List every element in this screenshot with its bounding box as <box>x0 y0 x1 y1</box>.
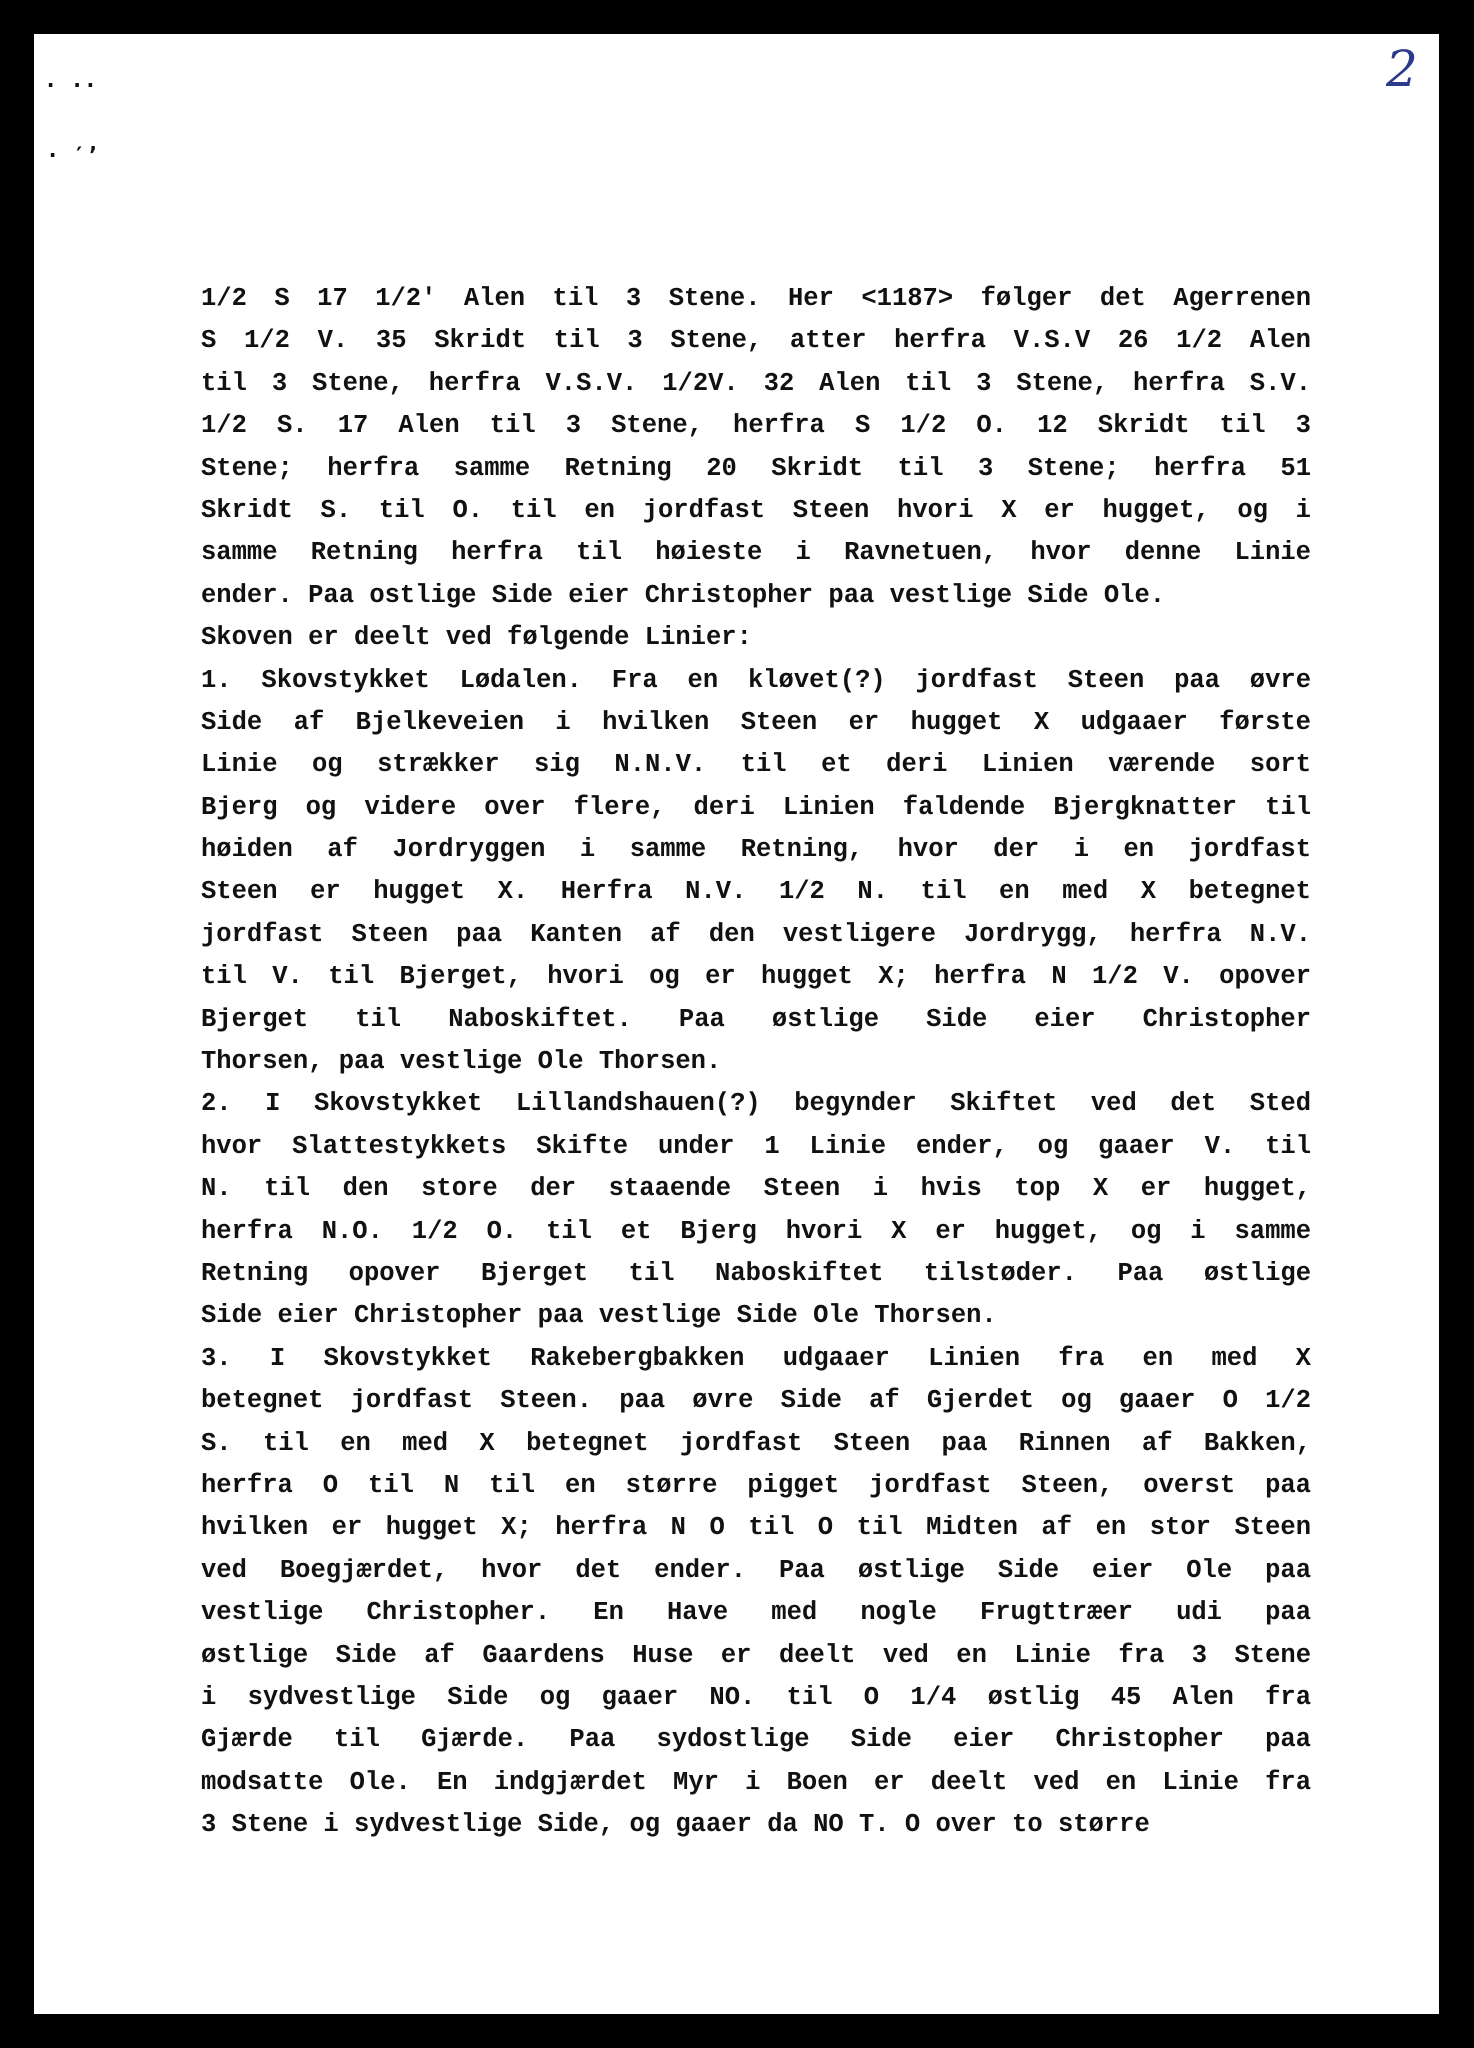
text-line: ved Boegjærdet, hvor det ender. Paa østlige Side eier Ole paa <box>201 1555 1311 1585</box>
text-line: Skridt S. til O. til en jordfast Steen hvori X er hugget, og i <box>201 495 1311 525</box>
text-line: 2. I Skovstykket Lillandshauen(?) begynder Skiftet ved det Sted <box>201 1089 1311 1119</box>
text-line: 1. Skovstykket Lødalen. Fra en kløvet(?) jordfast Steen paa øvre <box>201 665 1311 695</box>
text-line: herfra N.O. 1/2 O. til et Bjerg hvori X er hugget, og i samme <box>201 1216 1311 1246</box>
text-line: 3. I Skovstykket Rakebergbakken udgaaer Linien fra en med X <box>201 1343 1311 1373</box>
text-line: vestlige Christopher. En Have med nogle Frugttræer udi paa <box>201 1598 1311 1628</box>
text-line: Gjærde til Gjærde. Paa sydostlige Side eier Christopher paa <box>201 1725 1311 1755</box>
text-line: S 1/2 V. 35 Skridt til 3 Stene, atter herfra V.S.V 26 1/2 Alen <box>201 326 1311 356</box>
text-line: til 3 Stene, herfra V.S.V. 1/2V. 32 Alen til 3 Stene, herfra S.V. <box>201 368 1311 398</box>
text-line: herfra O til N til en større pigget jordfast Steen, overst paa <box>201 1470 1311 1500</box>
text-line: 1/2 S 17 1/2' Alen til 3 Stene. Her <1187> følger det Agerrenen <box>201 284 1311 313</box>
text-line: 1/2 S. 17 Alen til 3 Stene, herfra S 1/2 O. 12 Skridt til 3 <box>201 411 1311 441</box>
text-line: Skoven er deelt ved følgende Linier: <box>201 623 752 653</box>
text-line: jordfast Steen paa Kanten af den vestligere Jordrygg, herfra N.V. <box>201 919 1311 949</box>
text-line: hvor Slattestykkets Skifte under 1 Linie ender, og gaaer V. til <box>201 1131 1311 1161</box>
text-line: Stene; herfra samme Retning 20 Skridt til 3 Stene; herfra 51 <box>201 453 1311 483</box>
margin-mark: · ′’ <box>46 144 99 169</box>
text-line: Side af Bjelkeveien i hvilken Steen er hugget X udgaaer første <box>201 707 1311 737</box>
text-line: Bjerget til Naboskiftet. Paa østlige Side eier Christopher <box>201 1004 1311 1034</box>
text-line: i sydvestlige Side og gaaer NO. til O 1/4 østlig 45 Alen fra <box>201 1682 1311 1712</box>
text-line: Steen er hugget X. Herfra N.V. 1/2 N. til en med X betegnet <box>201 877 1311 907</box>
text-line: N. til den store der staaende Steen i hvis top X er hugget, <box>201 1174 1311 1204</box>
text-line: Bjerg og videre over flere, deri Linien faldende Bjergknatter til <box>201 792 1311 822</box>
text-line: Linie og strækker sig N.N.V. til et deri Linien værende sort <box>201 750 1311 780</box>
page-number: 2 <box>1386 40 1418 98</box>
text-line: modsatte Ole. En indgjærdet Myr i Boen er deelt ved en Linie fra <box>201 1767 1311 1797</box>
text-line: høiden af Jordryggen i samme Retning, hvor der i en jordfast <box>201 835 1311 865</box>
document-body <box>201 278 1311 1846</box>
text-line: Side eier Christopher paa vestlige Side Ole Thorsen. <box>201 1301 997 1331</box>
text-line: til V. til Bjerget, hvori og er hugget X; herfra N 1/2 V. opover <box>201 962 1311 992</box>
text-line: 3 Stene i sydvestlige Side, og gaaer da NO T. O over to større <box>201 1810 1150 1840</box>
margin-mark: · ·· <box>44 74 97 99</box>
text-line: Thorsen, paa vestlige Ole Thorsen. <box>201 1047 722 1077</box>
text-line: betegnet jordfast Steen. paa øvre Side af Gjerdet og gaaer O 1/2 <box>201 1386 1311 1416</box>
text-line: Retning opover Bjerget til Naboskiftet tilstøder. Paa østlige <box>201 1258 1311 1288</box>
document-page <box>34 34 1439 2014</box>
text-line: S. til en med X betegnet jordfast Steen paa Rinnen af Bakken, <box>201 1428 1311 1458</box>
text-line: ender. Paa ostlige Side eier Christopher paa vestlige Side Ole. <box>201 580 1166 610</box>
text-line: hvilken er hugget X; herfra N O til O til Midten af en stor Steen <box>201 1513 1311 1543</box>
text-line: samme Retning herfra til høieste i Ravnetuen, hvor denne Linie <box>201 538 1311 568</box>
text-line: østlige Side af Gaardens Huse er deelt ved en Linie fra 3 Stene <box>201 1640 1311 1670</box>
